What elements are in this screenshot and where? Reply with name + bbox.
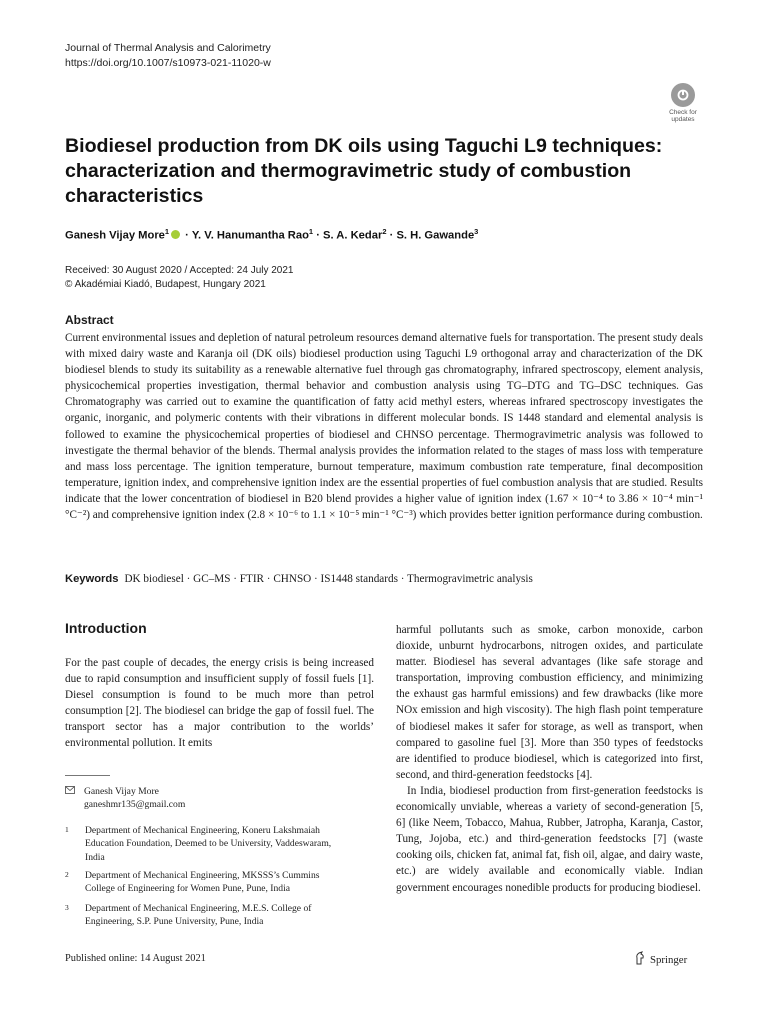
- publisher-logo: [634, 951, 687, 968]
- article-title: Biodiesel production from DK oils using Taguchi L9 techniques: characterization and thermogravimetric study of combustion characteristics: [65, 135, 663, 207]
- doi-link[interactable]: https://doi.org/10.1007/s10973-021-11020-w: [65, 57, 271, 69]
- journal-header: [65, 41, 271, 71]
- abstract-text: Current environmental issues and depletion of natural petroleum resources demand alternative fuels for transportation. The present study deals with mixed dairy waste and Karanja oil (DK oils) biodiesel production using Taguchi L9 orthogonal array and characterization of the DK biodiesel blends to study its suitability as a renewable alternative fuel through gas chromatography, infrared spectroscopy, element analysis, physicochemical properties investigation, thermal behavior and combustion analysis using TG–DTG and TG–DSC techniques. Gas Chromatography was carried out to examine the quantification of fatty acid methyl esters, whereas infrared spectroscopy investigates the organic, inorganic, and polymeric contents with their vibrations in different molecular bonds. IS 1448 standard and elemental analysis is followed to examine the physicochemical properties of biodiesel and CHNSO percentage. Thermogravimetric analysis was followed to investigate the thermal behavior of the blends. Thermal analysis provides the information related to the stages of mass loss with temperature and mass loss percentage. The ignition temperature, burnout temperature, maximum combustion rate temperature, final decomposition temperature, ignition index, and comprehensive ignition index are the essential properties of fuel combustion analysis that are studied. Results indicate that the lower concentration of biodiesel in B20 blend provides a higher value of ignition index (1.67 × 10⁻⁴ to 3.86 × 10⁻⁴ min⁻¹ °C⁻²) and comprehensive ignition index (2.8 × 10⁻⁶ to 1.1 × 10⁻⁵ min⁻¹ °C⁻³) which provides better ignition performance during combustion.: [65, 332, 703, 522]
- introduction-left-column: [65, 655, 374, 752]
- affiliation-number: 3: [65, 903, 69, 912]
- affiliation-text: Department of Mechanical Engineering, MKSSS’s Cummins College of Engineering for Women Pune, Pune, India: [85, 870, 320, 895]
- introduction-right-column: [396, 622, 703, 896]
- author-name[interactable]: Ganesh Vijay More: [65, 229, 165, 242]
- author-affiliation-sup: 1: [308, 227, 314, 236]
- affiliation-number: 2: [65, 870, 69, 879]
- abstract-heading: Abstract: [65, 313, 114, 327]
- author-separator: ·: [182, 229, 192, 242]
- check-for-updates-badge[interactable]: [663, 83, 703, 125]
- author-affiliation-sup: 3: [474, 227, 479, 236]
- keywords-heading: Keywords: [65, 573, 119, 585]
- check-updates-icon: [671, 83, 695, 107]
- author-affiliation-sup: 1: [164, 227, 170, 236]
- paragraph: In India, biodiesel production from first-generation feedstocks is economically unviable, whereas a variety of second-generation [5, 6] (like Neem, Tobacco, Mahua, Rubber, Jatropha, Karanja, Castor, Tung, Jojoba, etc.) and third-generation feedstocks [7] (waste cooking oils, chicken fat, animal fat, fish oil, algae, and dairy waste, etc.) are widely available and economically viable. Indian government encourages nonedible products for producing biodiesel.: [396, 784, 703, 894]
- affiliation-3: [65, 902, 345, 929]
- author-name[interactable]: S. A. Kedar: [323, 229, 383, 242]
- author-name[interactable]: Y. V. Hanumantha Rao: [191, 229, 309, 242]
- badge-line1: Check for: [669, 109, 697, 116]
- corresponding-author: [65, 785, 185, 812]
- springer-horse-icon: [634, 951, 646, 968]
- received-accepted: Received: 30 August 2020 / Accepted: 24 July 2021: [65, 265, 294, 276]
- copyright: © Akadémiai Kiadó, Budapest, Hungary 2021: [65, 279, 266, 290]
- keywords-list: DK biodiesel · GC–MS · FTIR · CHNSO · IS1448 standards · Thermogravimetric analysis: [124, 573, 533, 585]
- introduction-heading: Introduction: [65, 620, 147, 636]
- paragraph: For the past couple of decades, the energy crisis is being increased due to rapid consumption and insufficient supply of fossil fuels [1]. Diesel consumption is found to be much more than petrol consumption [2]. The biodiesel can bridge the gap of fossil fuel. The transport sector has a major contribution to the worlds’ environmental pollution. It emits: [65, 657, 374, 750]
- paragraph: harmful pollutants such as smoke, carbon monoxide, carbon dioxide, unburnt hydrocarbons, nitrogen oxides, and particulate matter. Biodiesel has several advantages (like safe storage and transportation, improving combustion efficiency, and minimizing the exhaust gas harmful emissions) and few drawbacks (like more NOx emission and high viscosity). The high flash point temperature of biodiesel makes it safer for storage, as well as transport, when compared to gasoline fuel [3]. More than 350 types of feedstocks are identified to produce biodiesel, which is categorized into first, second, and third-generation feedstocks [4].: [396, 624, 703, 781]
- keywords: [65, 573, 533, 585]
- affiliation-number: 1: [65, 825, 69, 834]
- author-name[interactable]: S. H. Gawande: [396, 229, 475, 242]
- envelope-icon: [65, 785, 76, 812]
- author-affiliation-sup: 2: [382, 227, 387, 236]
- author-list: [65, 227, 478, 242]
- corresponding-email[interactable]: ganeshmr135@gmail.com: [84, 799, 186, 811]
- affiliation-text: Department of Mechanical Engineering, M.E.S. College of Engineering, S.P. Pune University, Pune, India: [85, 903, 312, 928]
- affiliation-1: [65, 824, 345, 864]
- badge-line2: updates: [671, 116, 695, 123]
- footnote-divider: [65, 775, 110, 776]
- published-online: Published online: 14 August 2021: [65, 953, 206, 964]
- article-dates: [65, 264, 294, 292]
- corresponding-name: Ganesh Vijay More: [84, 786, 159, 797]
- affiliation-text: Department of Mechanical Engineering, Koneru Lakshmaiah Education Foundation, Deemed to be University, Vaddeswaram, India: [85, 825, 332, 863]
- publisher-name: Springer: [650, 953, 688, 966]
- orcid-icon[interactable]: [171, 230, 180, 239]
- author-separator: ·: [313, 229, 324, 242]
- affiliation-2: [65, 869, 345, 896]
- journal-name: Journal of Thermal Analysis and Calorimetry: [65, 42, 271, 54]
- author-separator: ·: [386, 229, 397, 242]
